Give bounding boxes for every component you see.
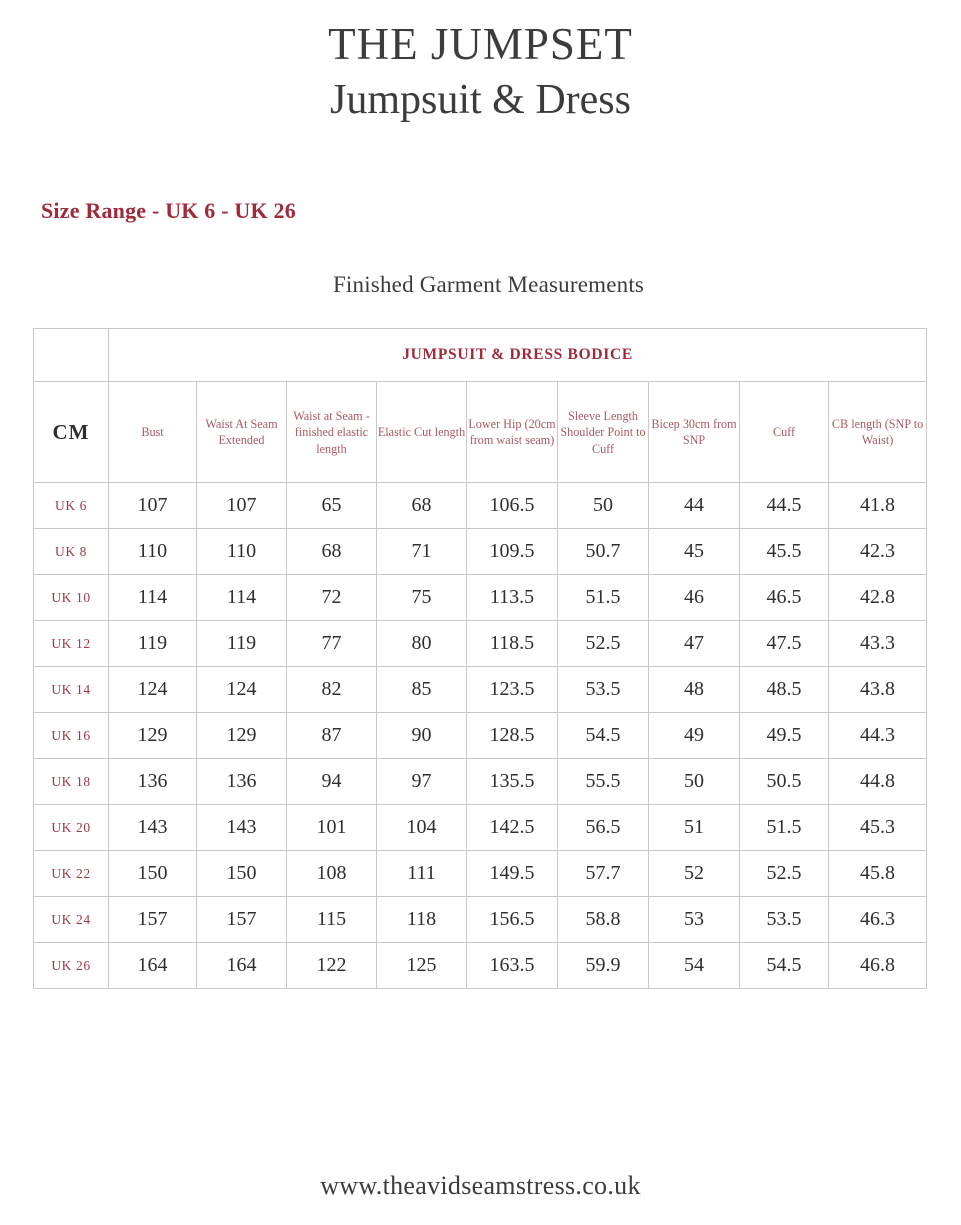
table-size-label: UK 20 <box>34 805 109 851</box>
table-cell: 42.8 <box>829 575 927 621</box>
table-cell: 55.5 <box>558 759 649 805</box>
table-cell: 42.3 <box>829 529 927 575</box>
table-cell: 157 <box>109 897 197 943</box>
table-row <box>34 805 927 851</box>
table-cell: 46.5 <box>740 575 829 621</box>
table-cell: 136 <box>197 759 287 805</box>
table-cell: 45.8 <box>829 851 927 897</box>
table-cell: 107 <box>197 483 287 529</box>
table-cell: 118.5 <box>467 621 558 667</box>
table-row <box>34 943 927 989</box>
table-cell: 143 <box>109 805 197 851</box>
table-cell: 44 <box>649 483 740 529</box>
table-cell: 97 <box>377 759 467 805</box>
footer-website: www.theavidseamstress.co.uk <box>320 1171 641 1200</box>
table-column-header: Elastic Cut length <box>377 382 467 483</box>
table-cell: 104 <box>377 805 467 851</box>
table-cell: 123.5 <box>467 667 558 713</box>
table-cell: 90 <box>377 713 467 759</box>
table-column-header: Waist at Seam - finished elastic length <box>287 382 377 483</box>
table-row <box>34 575 927 621</box>
table-row <box>34 483 927 529</box>
table-cell: 44.3 <box>829 713 927 759</box>
table-cell: 53.5 <box>740 897 829 943</box>
table-cell: 164 <box>197 943 287 989</box>
table-cell: 135.5 <box>467 759 558 805</box>
table-cell: 50.7 <box>558 529 649 575</box>
document-header <box>0 0 961 126</box>
table-cell: 71 <box>377 529 467 575</box>
table-size-label: UK 22 <box>34 851 109 897</box>
table-column-header: Cuff <box>740 382 829 483</box>
table-row <box>34 851 927 897</box>
table-row <box>34 621 927 667</box>
table-cell: 106.5 <box>467 483 558 529</box>
table-cell: 52 <box>649 851 740 897</box>
table-size-label: UK 26 <box>34 943 109 989</box>
table-cell: 46.8 <box>829 943 927 989</box>
table-corner-blank <box>34 329 109 382</box>
measurements-table <box>33 328 927 989</box>
table-group-header: JUMPSUIT & DRESS BODICE <box>109 329 927 382</box>
table-cell: 48 <box>649 667 740 713</box>
table-column-header: Waist At Seam Extended <box>197 382 287 483</box>
measurements-table-container <box>33 328 927 989</box>
page-subtitle: Jumpsuit & Dress <box>329 77 631 124</box>
table-cell: 110 <box>109 529 197 575</box>
table-cell: 107 <box>109 483 197 529</box>
table-cell: 109.5 <box>467 529 558 575</box>
table-cell: 75 <box>377 575 467 621</box>
table-cell: 136 <box>109 759 197 805</box>
table-cell: 150 <box>197 851 287 897</box>
table-cell: 47.5 <box>740 621 829 667</box>
table-size-label: UK 24 <box>34 897 109 943</box>
table-cell: 128.5 <box>467 713 558 759</box>
table-cell: 43.8 <box>829 667 927 713</box>
table-cell: 163.5 <box>467 943 558 989</box>
table-cell: 85 <box>377 667 467 713</box>
table-cell: 114 <box>109 575 197 621</box>
table-cell: 143 <box>197 805 287 851</box>
table-cell: 45.3 <box>829 805 927 851</box>
table-cell: 51 <box>649 805 740 851</box>
table-cell: 68 <box>287 529 377 575</box>
table-cell: 108 <box>287 851 377 897</box>
table-cell: 113.5 <box>467 575 558 621</box>
table-cell: 43.3 <box>829 621 927 667</box>
table-cell: 52.5 <box>740 851 829 897</box>
table-row <box>34 667 927 713</box>
table-cell: 44.5 <box>740 483 829 529</box>
table-column-header: CB length (SNP to Waist) <box>829 382 927 483</box>
table-row <box>34 897 927 943</box>
table-cell: 54.5 <box>740 943 829 989</box>
table-cell: 59.9 <box>558 943 649 989</box>
table-cell: 110 <box>197 529 287 575</box>
table-cell: 53.5 <box>558 667 649 713</box>
table-cell: 124 <box>197 667 287 713</box>
table-cell: 51.5 <box>558 575 649 621</box>
table-cell: 101 <box>287 805 377 851</box>
table-cell: 129 <box>197 713 287 759</box>
table-size-label: UK 10 <box>34 575 109 621</box>
table-column-header: Sleeve Length Shoulder Point to Cuff <box>558 382 649 483</box>
table-cell: 53 <box>649 897 740 943</box>
table-cell: 119 <box>109 621 197 667</box>
table-cell: 149.5 <box>467 851 558 897</box>
table-cell: 56.5 <box>558 805 649 851</box>
table-cell: 52.5 <box>558 621 649 667</box>
table-cell: 68 <box>377 483 467 529</box>
table-cell: 115 <box>287 897 377 943</box>
table-cell: 87 <box>287 713 377 759</box>
table-size-label: UK 16 <box>34 713 109 759</box>
table-cell: 72 <box>287 575 377 621</box>
table-size-label: UK 8 <box>34 529 109 575</box>
table-cell: 57.7 <box>558 851 649 897</box>
table-cell: 156.5 <box>467 897 558 943</box>
table-size-label: UK 12 <box>34 621 109 667</box>
table-row <box>34 529 927 575</box>
table-unit-label: CM <box>34 382 109 483</box>
table-cell: 54.5 <box>558 713 649 759</box>
table-cell: 48.5 <box>740 667 829 713</box>
table-cell: 82 <box>287 667 377 713</box>
table-cell: 51.5 <box>740 805 829 851</box>
table-header-row <box>34 382 927 483</box>
table-cell: 119 <box>197 621 287 667</box>
table-cell: 129 <box>109 713 197 759</box>
table-cell: 122 <box>287 943 377 989</box>
table-cell: 125 <box>377 943 467 989</box>
table-size-label: UK 6 <box>34 483 109 529</box>
size-range-label: Size Range - UK 6 - UK 26 <box>41 198 296 224</box>
table-cell: 47 <box>649 621 740 667</box>
table-cell: 41.8 <box>829 483 927 529</box>
table-cell: 44.8 <box>829 759 927 805</box>
page-title: THE JUMPSET <box>328 19 633 69</box>
table-cell: 54 <box>649 943 740 989</box>
table-group-header-row <box>34 329 927 382</box>
table-cell: 49.5 <box>740 713 829 759</box>
table-cell: 164 <box>109 943 197 989</box>
table-cell: 45 <box>649 529 740 575</box>
table-row <box>34 759 927 805</box>
table-cell: 50 <box>649 759 740 805</box>
table-cell: 142.5 <box>467 805 558 851</box>
table-cell: 150 <box>109 851 197 897</box>
table-size-label: UK 14 <box>34 667 109 713</box>
table-cell: 50.5 <box>740 759 829 805</box>
table-cell: 49 <box>649 713 740 759</box>
table-size-label: UK 18 <box>34 759 109 805</box>
table-column-header: Bicep 30cm from SNP <box>649 382 740 483</box>
table-cell: 118 <box>377 897 467 943</box>
table-cell: 50 <box>558 483 649 529</box>
table-cell: 157 <box>197 897 287 943</box>
table-column-header: Lower Hip (20cm from waist seam) <box>467 382 558 483</box>
table-row <box>34 713 927 759</box>
table-cell: 111 <box>377 851 467 897</box>
table-cell: 124 <box>109 667 197 713</box>
table-cell: 77 <box>287 621 377 667</box>
table-column-header: Bust <box>109 382 197 483</box>
table-cell: 45.5 <box>740 529 829 575</box>
table-cell: 80 <box>377 621 467 667</box>
table-cell: 46.3 <box>829 897 927 943</box>
table-cell: 65 <box>287 483 377 529</box>
table-cell: 58.8 <box>558 897 649 943</box>
section-heading: Finished Garment Measurements <box>332 272 645 298</box>
table-cell: 94 <box>287 759 377 805</box>
table-cell: 46 <box>649 575 740 621</box>
table-cell: 114 <box>197 575 287 621</box>
